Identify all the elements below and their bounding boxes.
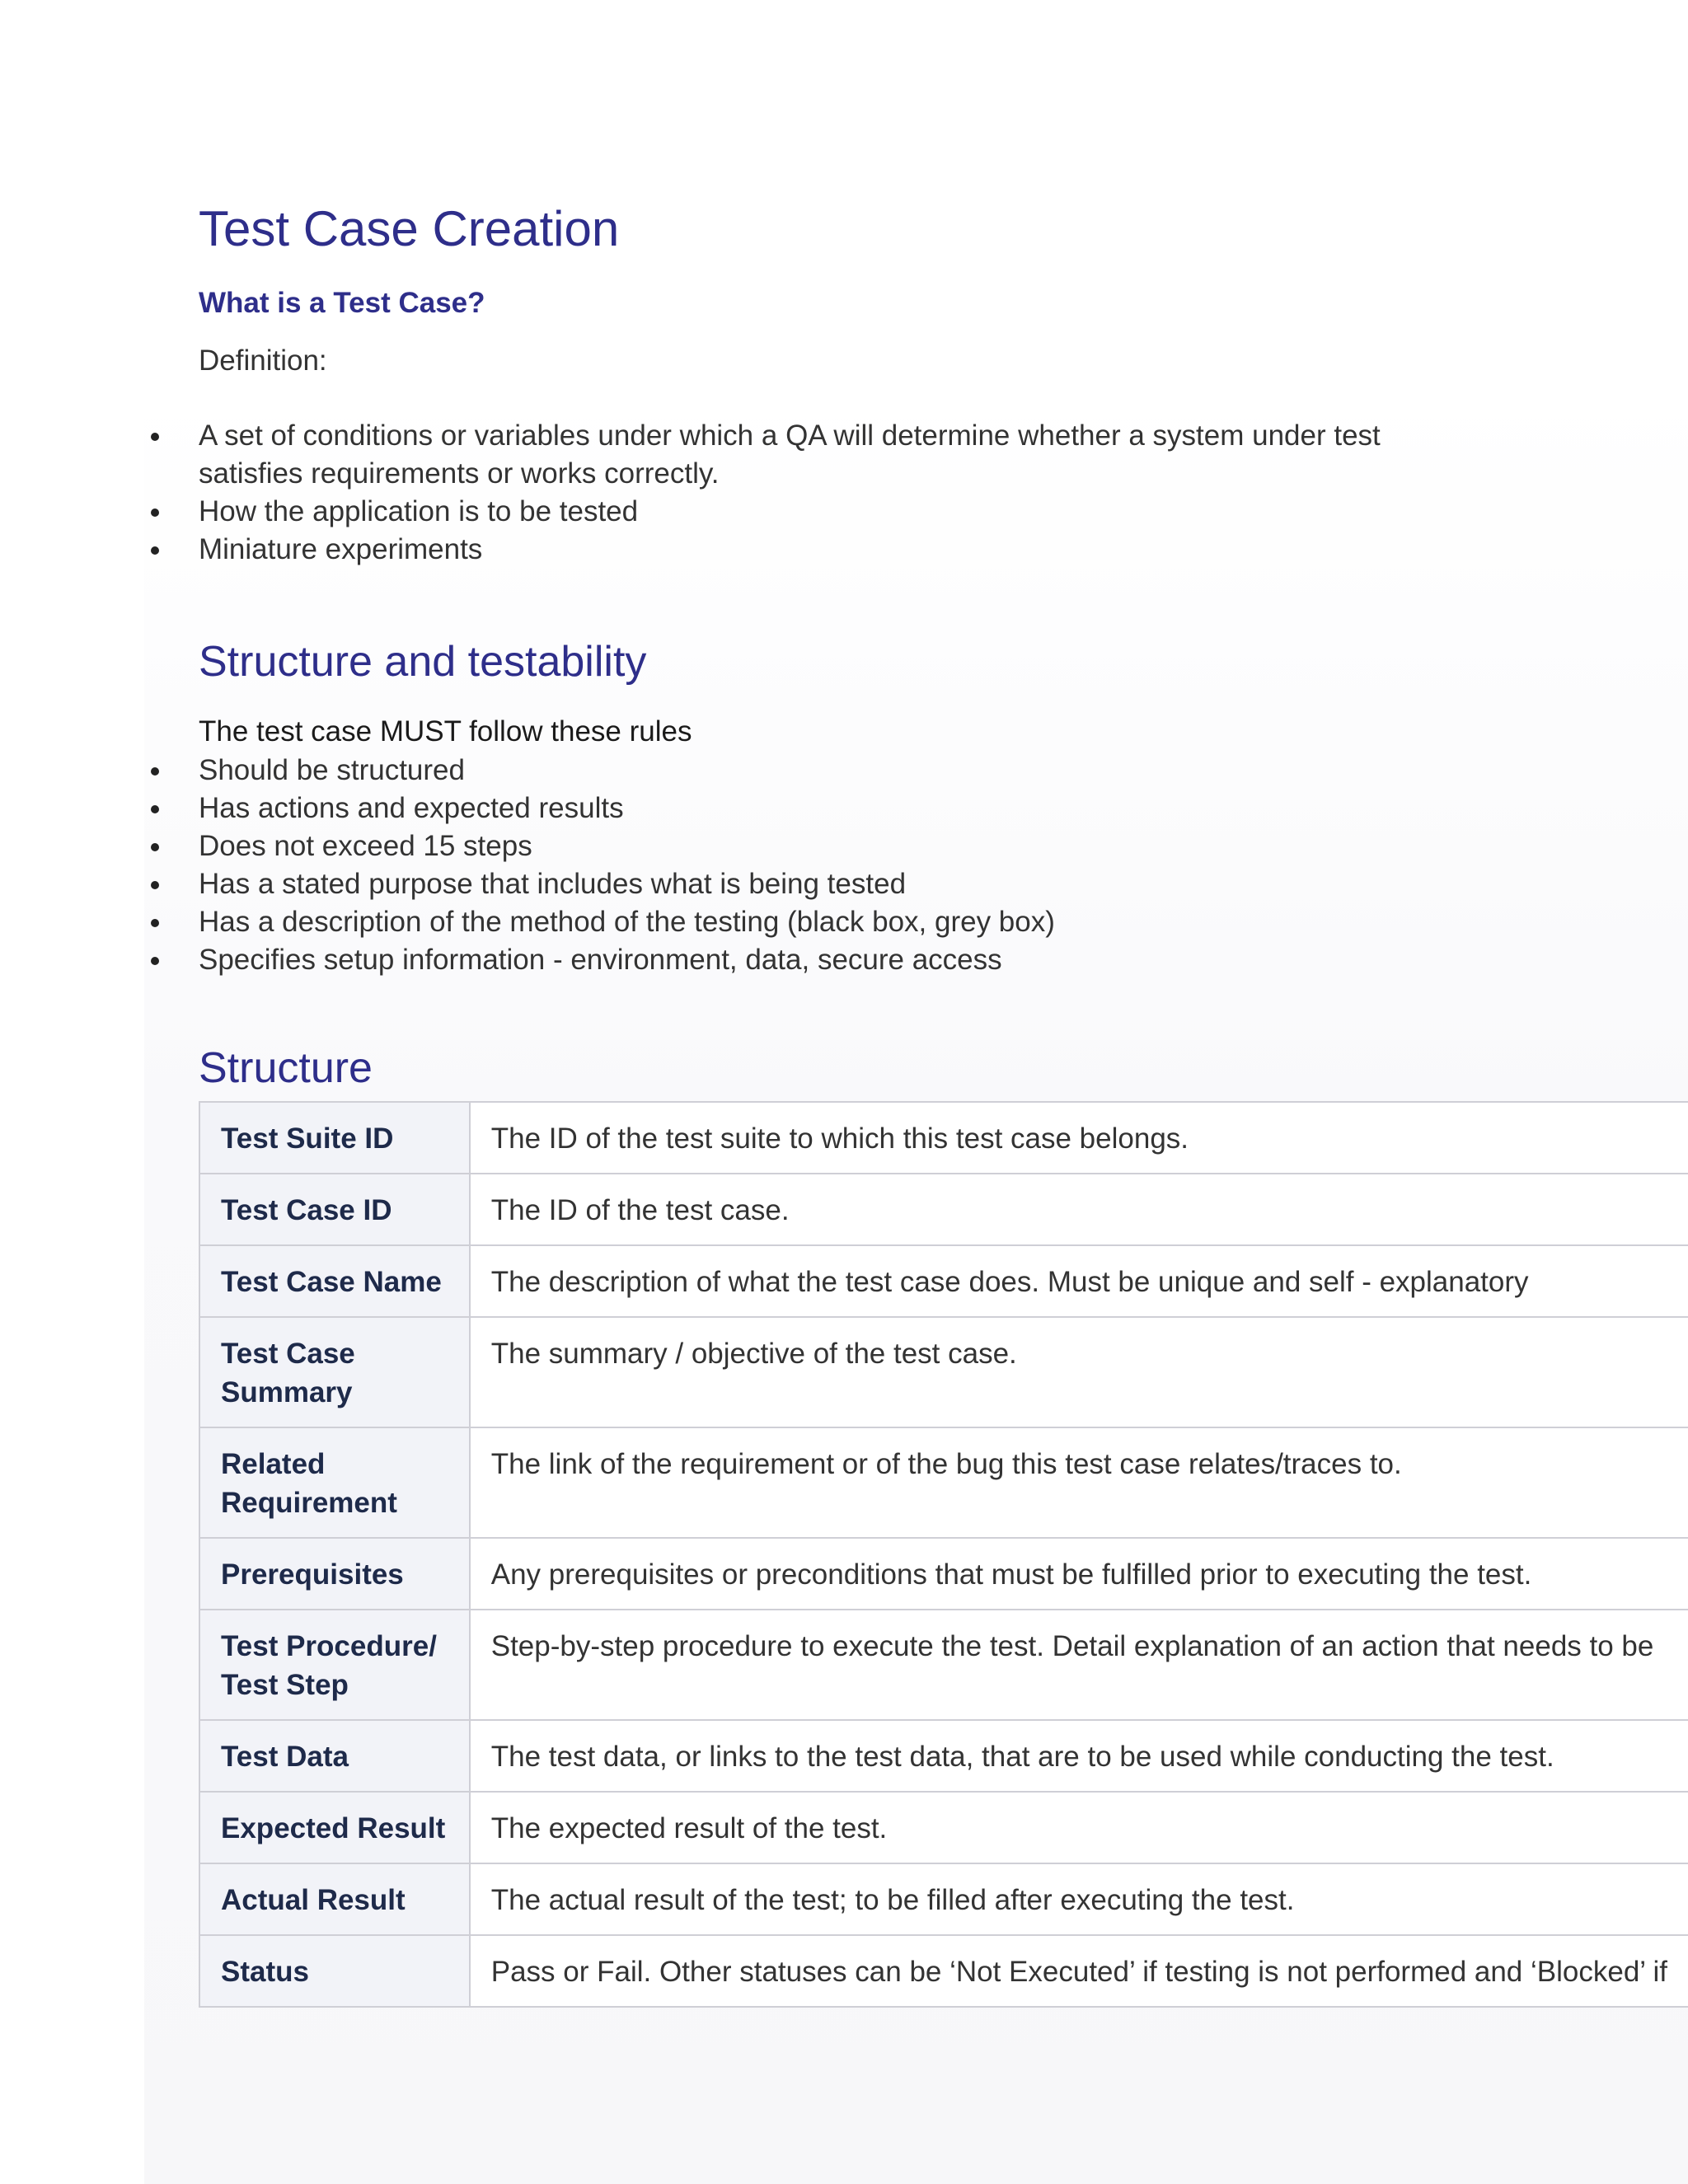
field-description-cell: The test data, or links to the test data, that are to be used while conducting the test.: [470, 1720, 1688, 1792]
field-description-cell: The link of the requirement or of the bug this test case relates/traces to.: [470, 1427, 1688, 1538]
list-item-text: A set of conditions or variables under which a QA will determine whether a system under test satisfies requirements or works correctly.: [199, 419, 1381, 490]
field-description-cell: The ID of the test suite to which this test case belongs.: [470, 1102, 1688, 1174]
field-name-cell: Test Procedure/ Test Step: [199, 1610, 470, 1720]
list-item: [0, 865, 1435, 903]
field-name-cell: Test Case ID: [199, 1174, 470, 1245]
structure-table: [199, 1101, 1688, 2008]
list-item-text: Does not exceed 15 steps: [199, 830, 532, 862]
table-row: [199, 1102, 1688, 1174]
field-name-cell: Status: [199, 1935, 470, 2007]
field-description-cell: The expected result of the test.: [470, 1792, 1688, 1863]
bullet-icon: [151, 805, 159, 813]
field-name-cell: Test Suite ID: [199, 1102, 470, 1174]
what-is-heading: What is a Test Case?: [199, 287, 485, 319]
rules-list: [0, 752, 1435, 979]
list-item-text: Has a description of the method of the testing (black box, grey box): [199, 906, 1055, 938]
field-description-cell: Any prerequisites or preconditions that must be fulfilled prior to executing the test.: [470, 1538, 1688, 1610]
table-row: [199, 1863, 1688, 1935]
definition-list: [0, 417, 1435, 569]
table-row: [199, 1538, 1688, 1610]
bullet-icon: [151, 843, 159, 851]
field-name-cell: Test Case Summary: [199, 1317, 470, 1427]
list-item: [0, 941, 1435, 979]
definition-label: Definition:: [199, 344, 327, 377]
structure-heading: Structure: [199, 1044, 373, 1092]
field-description-cell: The description of what the test case does. Must be unique and self - explanatory: [470, 1245, 1688, 1317]
bullet-icon: [151, 433, 159, 441]
table-row: [199, 1427, 1688, 1538]
table-row: [199, 1720, 1688, 1792]
list-item-text: Has a stated purpose that includes what is being tested: [199, 868, 907, 900]
table-row: [199, 1174, 1688, 1245]
bullet-icon: [151, 546, 159, 555]
field-name-cell: Actual Result: [199, 1863, 470, 1935]
list-item: [0, 903, 1435, 941]
field-name-cell: Prerequisites: [199, 1538, 470, 1610]
list-item: [0, 531, 1435, 569]
table-row: [199, 1792, 1688, 1863]
list-item: [0, 827, 1435, 865]
bullet-icon: [151, 509, 159, 517]
field-description-cell: Step-by-step procedure to execute the test. Detail explanation of an action that needs to be: [470, 1610, 1688, 1720]
list-item: [0, 417, 1435, 493]
bullet-icon: [151, 881, 159, 889]
list-item: [0, 790, 1435, 827]
field-description-cell: The summary / objective of the test case.: [470, 1317, 1688, 1427]
field-name-cell: Test Case Name: [199, 1245, 470, 1317]
structure-testability-heading: Structure and testability: [199, 638, 647, 686]
list-item-text: Specifies setup information - environment, data, secure access: [199, 944, 1002, 976]
field-name-cell: Related Requirement: [199, 1427, 470, 1538]
table-row: [199, 1935, 1688, 2007]
list-item-text: How the application is to be tested: [199, 495, 639, 527]
bullet-icon: [151, 957, 159, 965]
bullet-icon: [151, 767, 159, 776]
field-description-cell: The actual result of the test; to be filled after executing the test.: [470, 1863, 1688, 1935]
rules-intro: The test case MUST follow these rules: [199, 715, 692, 748]
field-description-cell: Pass or Fail. Other statuses can be ‘Not Executed’ if testing is not performed and ‘Blocked’ if: [470, 1935, 1688, 2007]
field-name-cell: Test Data: [199, 1720, 470, 1792]
page-title: Test Case Creation: [199, 201, 620, 256]
list-item: [0, 493, 1435, 531]
list-item: [0, 752, 1435, 790]
field-description-cell: The ID of the test case.: [470, 1174, 1688, 1245]
field-name-cell: Expected Result: [199, 1792, 470, 1863]
bullet-icon: [151, 919, 159, 927]
list-item-text: Has actions and expected results: [199, 792, 624, 824]
table-row: [199, 1245, 1688, 1317]
list-item-text: Should be structured: [199, 754, 465, 786]
table-row: [199, 1317, 1688, 1427]
table-row: [199, 1610, 1688, 1720]
list-item-text: Miniature experiments: [199, 533, 483, 565]
